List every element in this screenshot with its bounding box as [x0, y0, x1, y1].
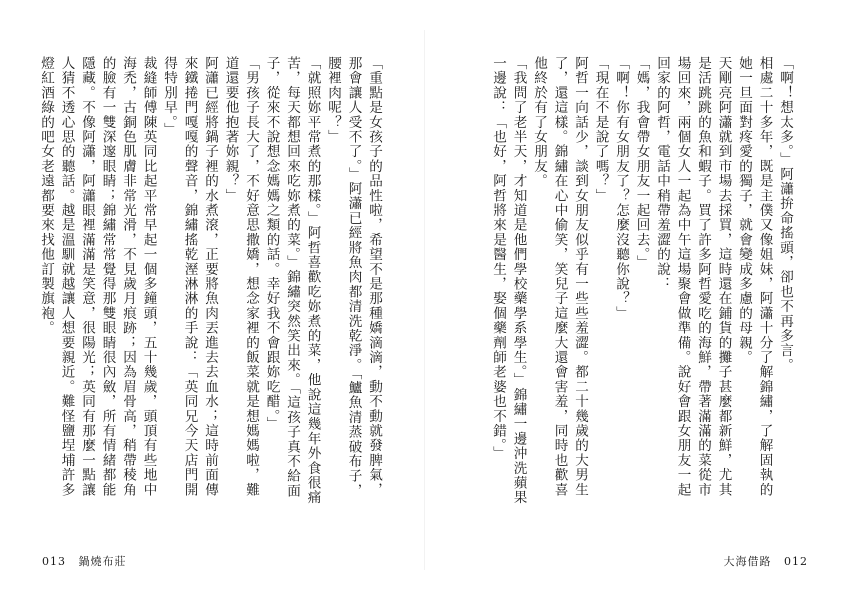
paragraph: 「重點是女孩子的品性啦，希望不是那種嬌滴滴，動不動就發脾氣，那會讓人受不了。」阿瀟已經將魚肉都清洗乾淨。「鱸魚清蒸破布子，腰裡肉呢？」	[325, 56, 382, 499]
right-page-footer	[720, 553, 813, 569]
left-page-body	[38, 56, 384, 511]
paragraph: 「我問了老半天，才知道是他們學校藥學系學生。」錦繡一邊沖洗蘋果一邊說：「也好，阿哲將來是醫生，娶個藥劑師老婆也不錯。」	[490, 56, 527, 505]
paragraph: 「媽，我會帶女朋友一起回去。」	[633, 56, 650, 270]
paragraph: 相處二十多年，既是主僕又像姐妹，阿瀟十分了解錦繡，了解固執的她一旦面對疼愛的獨子，就會變成多慮的母親。	[736, 56, 773, 497]
paragraph: 阿哲一向話少，談到女朋友似乎有一些些羞澀。都二十幾歲的大男生了，還這樣。錦繡在心中偷笑，笑兒子這麼大還會害羞，同時也歡喜他終於有了女朋友。	[531, 56, 588, 497]
left-page-footer	[38, 553, 131, 569]
paragraph: 「現在不是說了嗎？」	[592, 56, 609, 203]
running-title: 大海借路	[723, 555, 772, 568]
page-number: 012	[784, 555, 808, 568]
page-number: 013	[42, 555, 66, 568]
right-page	[425, 0, 850, 603]
running-title: 鍋燒布莊	[78, 555, 127, 568]
paragraph: 「啊！你有女朋友了？怎麼沒聽你說？」	[613, 56, 629, 321]
paragraph: 天剛亮阿瀟就到市場去採買，這時還在鋪貨的攤子甚麼都新鮮，尤其是活跳跳的魚和蝦子。買了許多阿哲愛吃的海鮮，帶著滿滿的菜從市場回來，兩個女人一起為中午這場聚會做準備。說好會跟女朋友一起回家的阿哲，電話中稍帶羞澀的說：	[654, 56, 732, 497]
paragraph: 「啊！想太多。」阿瀟拚命搖頭，卻也不再多言。	[777, 56, 793, 373]
paragraph: 「就照妳平常煮的那樣。」阿哲喜歡吃妳煮的菜，他說這幾年外食很痛苦，每天都想回來吃妳煮的菜。」錦繡突然笑出來。「這孩子真不給面子，從來不說想念媽媽之類的話。幸好我不會跟妳吃醋。」	[263, 56, 321, 505]
paragraph: 「男孩子長大了，不好意思撒嬌，想念家裡的飯菜就是想媽媽啦，難道還要他抱著妳親？」	[222, 56, 259, 497]
paragraph: 裁縫師傅陳英同比起平常早起一個多鐘頭，五十幾歲，頭頂有些地中海禿，古銅色肌膚非常光滑，不見歲月痕跡；因為眉骨高，稍帶稜角的臉有一雙深邃眼睛；錦繡常常覺得那雙眼睛很內斂，所有情緒都能隱藏。不像阿瀟，阿瀟眼裡滿滿是笑意，很陽光；英同有那麼一點讓人猜不透心思的聽話。越是溫馴就越讓人想要親近。難怪鹽埕埔許多燈紅酒綠的吧女老遠都要來找他訂製旗袍。	[38, 56, 157, 497]
paragraph: 阿瀟已經將鍋子裡的水煮滾，正要將魚肉丟進去去血水；這時前面傳來鐵捲門嘎嘎的聲音，錦繡搖乾溼淋淋的手說：「英同兄今天店門開得特別早。」	[161, 56, 218, 497]
right-page-body	[490, 56, 795, 511]
